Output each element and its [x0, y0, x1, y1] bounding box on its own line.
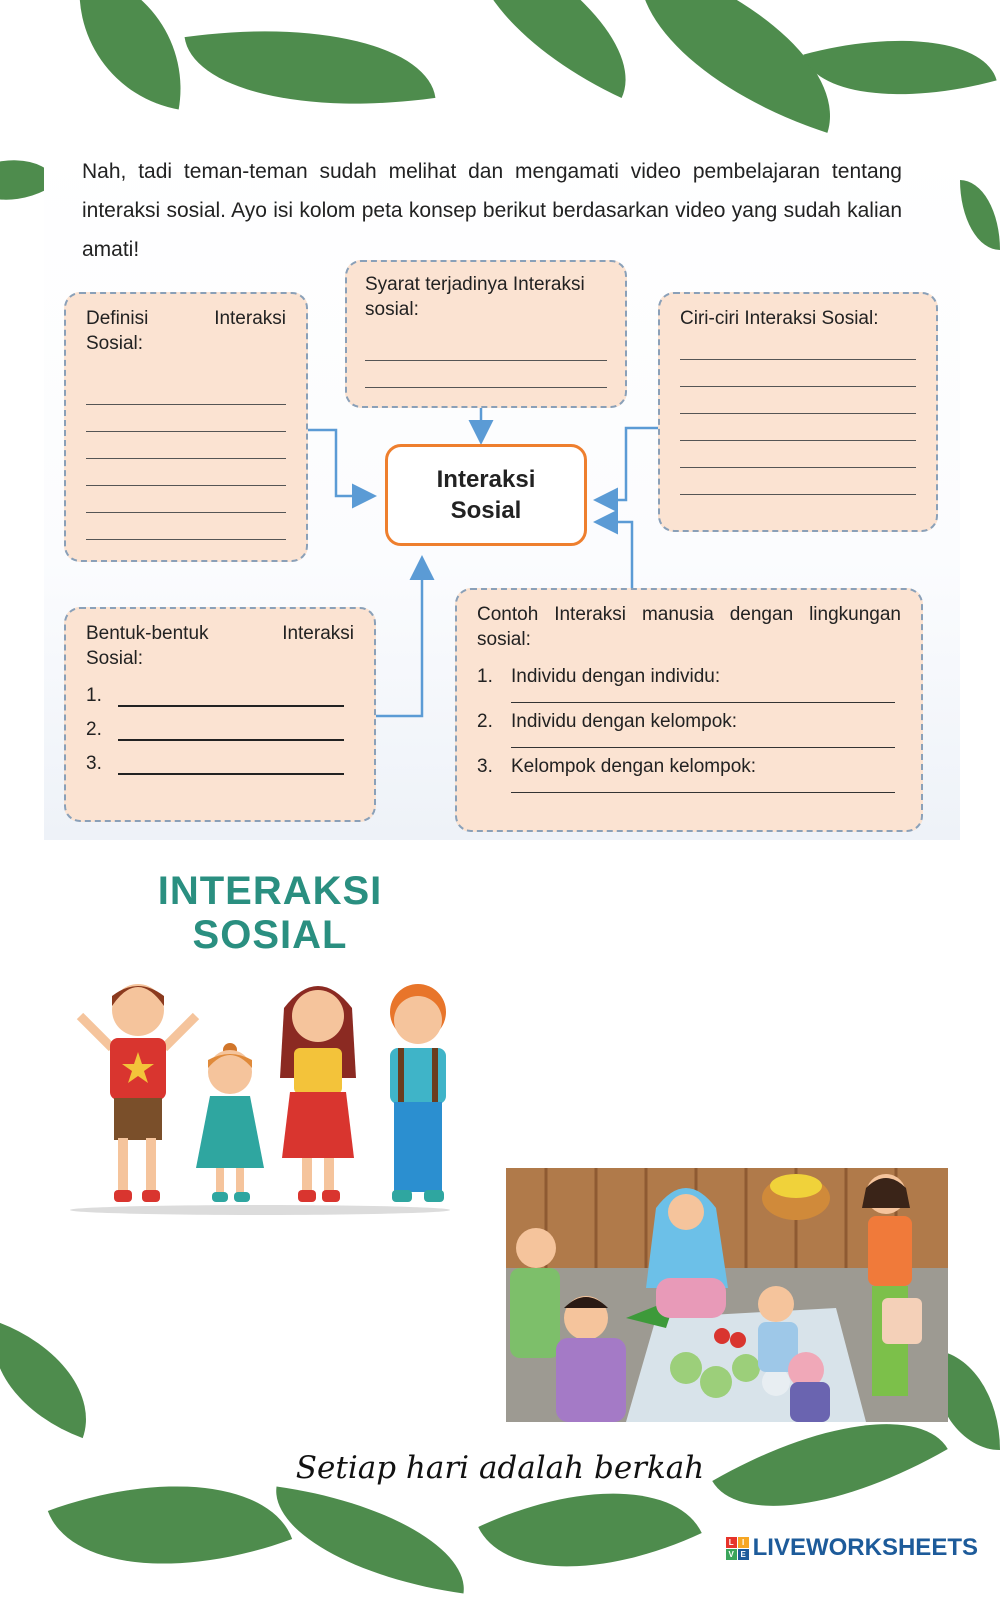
answer-line[interactable] [86, 486, 286, 513]
contoh-item-number: 1. [477, 666, 493, 687]
answer-line[interactable] [86, 378, 286, 405]
answer-line[interactable] [86, 459, 286, 486]
contoh-title: Contoh Interaksi manusia dengan lingkungan sosial: [477, 604, 901, 650]
answer-line[interactable] [680, 360, 916, 387]
arrow-ciri [598, 428, 658, 500]
liveworksheets-logo [726, 1534, 978, 1562]
contoh-box [455, 588, 923, 832]
ciri-title: Ciri-ciri Interaksi Sosial: [680, 308, 879, 329]
boy-figure [80, 984, 196, 1202]
intro-text: Nah, tadi teman-teman sudah melihat dan mengamati video pembelajaran tentang interaksi sosial. Ayo isi kolom peta konsep berikut berdasarkan video yang sudah kalian amati! [82, 160, 902, 261]
center-concept-box [385, 444, 587, 546]
leaf-decoration [265, 1486, 474, 1593]
arrow-definisi [308, 430, 372, 496]
contoh-item-text: Individu dengan kelompok: [511, 711, 738, 732]
definisi-word1: Definisi [86, 308, 149, 329]
logo-mark-letter: E [738, 1549, 749, 1560]
syarat-box [345, 260, 627, 408]
contoh-item-text: Kelompok dengan kelompok: [511, 756, 757, 777]
answer-line[interactable] [365, 361, 607, 388]
bentuk-item-number: 2. [86, 719, 102, 740]
leaf-decoration [0, 1322, 110, 1438]
answer-line[interactable] [118, 753, 344, 775]
buyer-figure [510, 1228, 560, 1358]
boy-figure [390, 984, 446, 1202]
logo-mark-icon [726, 1537, 749, 1560]
illustration-title-line1: INTERAKSI [157, 869, 383, 913]
answer-line[interactable] [118, 685, 344, 707]
center-line1: Interaksi [436, 466, 536, 493]
definisi-box [64, 292, 308, 562]
answer-line[interactable] [365, 334, 607, 361]
answer-line[interactable] [511, 778, 895, 793]
motto-text: Setiap hari adalah berkah [295, 1450, 705, 1486]
answer-line[interactable] [680, 468, 916, 495]
contoh-item-number: 2. [477, 711, 493, 732]
answer-line[interactable] [680, 441, 916, 468]
contoh-item-text: Individu dengan individu: [511, 666, 721, 687]
answer-line[interactable] [511, 733, 895, 748]
answer-line[interactable] [680, 335, 916, 360]
definisi-word3: Sosial: [86, 333, 144, 354]
bentuk-word2: Interaksi [282, 623, 354, 644]
woman-figure [280, 986, 356, 1202]
contoh-item [477, 756, 895, 793]
answer-line[interactable] [680, 414, 916, 441]
bentuk-box [64, 607, 376, 822]
answer-line[interactable] [86, 432, 286, 459]
illustration-title [150, 869, 390, 957]
bentuk-item-number: 3. [86, 753, 102, 774]
answer-line[interactable] [118, 719, 344, 741]
ciri-box [658, 292, 938, 532]
contoh-item [477, 711, 895, 748]
logo-mark-letter: L [726, 1537, 737, 1548]
market-illustration [506, 1168, 948, 1422]
bentuk-item [86, 685, 344, 707]
center-line2: Sosial [450, 497, 522, 524]
answer-line[interactable] [86, 513, 286, 540]
illustration-title-line2: SOSIAL [192, 913, 348, 957]
bentuk-item [86, 719, 344, 741]
girl-figure [196, 1043, 264, 1202]
brand-name: LIVEWORKSHEETS [752, 1534, 978, 1561]
arrow-contoh [598, 522, 632, 588]
bentuk-item [86, 753, 344, 775]
logo-mark-letter: V [726, 1549, 737, 1560]
bentuk-item-number: 1. [86, 685, 102, 706]
family-illustration [50, 968, 470, 1218]
bentuk-word1: Bentuk-bentuk [86, 623, 209, 644]
syarat-title: Syarat terjadinya Interaksi sosial: [365, 274, 585, 320]
answer-line[interactable] [511, 688, 895, 703]
definisi-word2: Interaksi [214, 308, 286, 329]
bentuk-word3: Sosial: [86, 648, 144, 669]
contoh-item [477, 666, 895, 703]
answer-line[interactable] [680, 387, 916, 414]
logo-mark-letter: I [738, 1537, 749, 1548]
answer-line[interactable] [86, 405, 286, 432]
contoh-item-number: 3. [477, 756, 493, 777]
arrow-bentuk [376, 560, 422, 716]
